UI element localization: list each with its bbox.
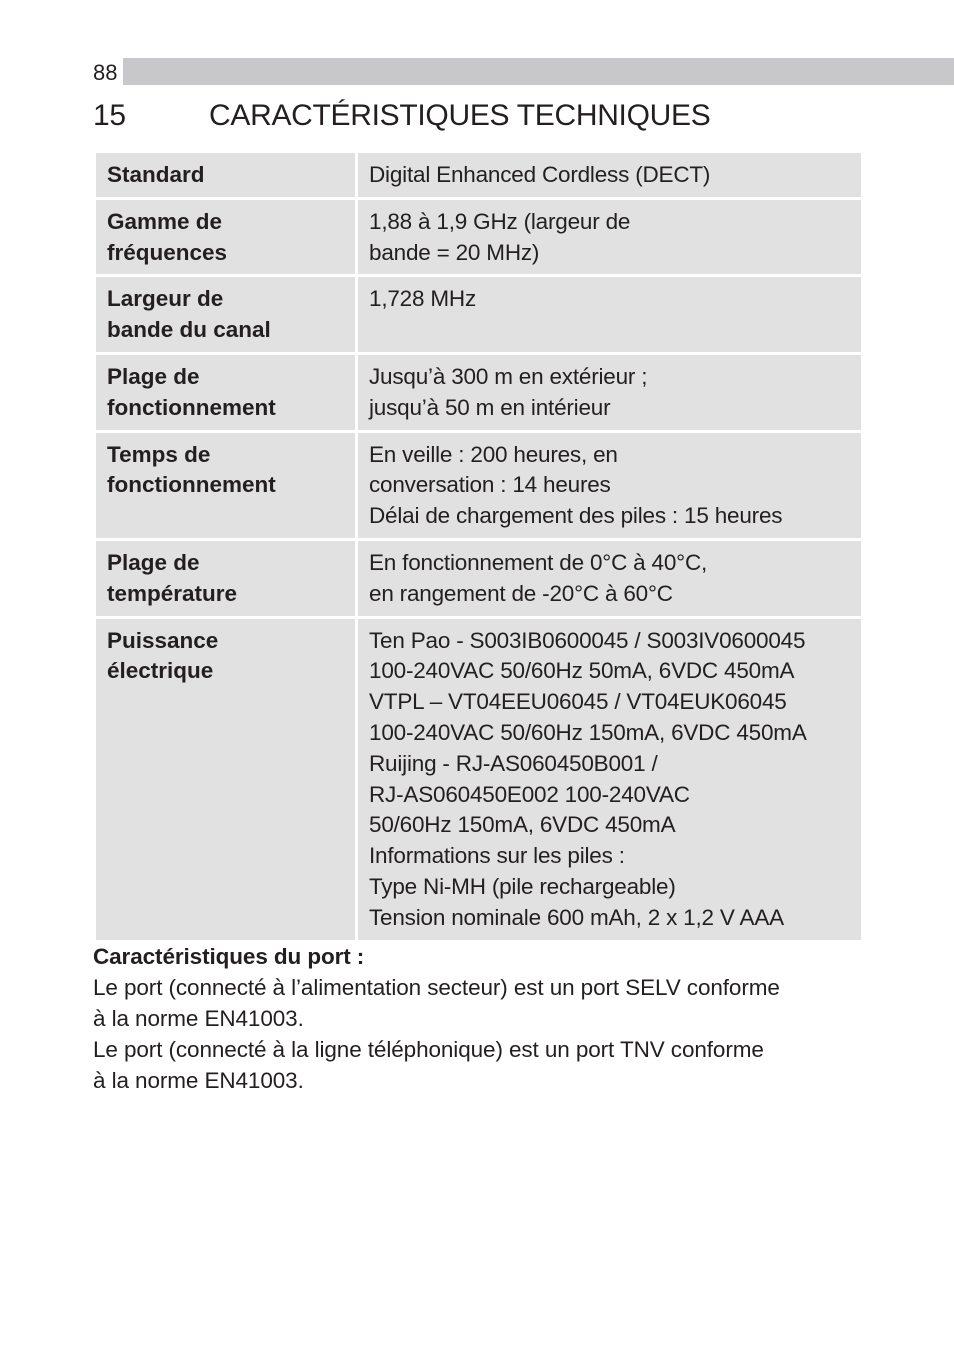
spec-value-line: Type Ni-MH (pile rechargeable) <box>369 873 676 899</box>
spec-value <box>358 541 861 616</box>
spec-label-line: fonctionnement <box>107 394 276 420</box>
port-characteristics <box>93 941 868 1096</box>
spec-value-line: RJ-AS060450E002 100-240VAC <box>369 781 690 807</box>
page-number: 88 <box>93 58 123 85</box>
spec-value-line: Ten Pao - S003IB0600045 / S003IV0600045 <box>369 627 806 653</box>
page-header-bar <box>93 58 954 85</box>
spec-label <box>96 619 355 940</box>
spec-row <box>96 541 861 616</box>
spec-value-line: 1,728 MHz <box>369 286 476 312</box>
port-text-line: à la norme EN41003. <box>93 1006 304 1031</box>
spec-value <box>358 153 861 197</box>
spec-value-line: Ruijing - RJ-AS060450B001 / <box>369 750 658 776</box>
spec-value-line: 50/60Hz 150mA, 6VDC 450mA <box>369 812 676 838</box>
spec-row <box>96 619 861 940</box>
spec-value-line: Tension nominale 600 mAh, 2 x 1,2 V AAA <box>369 904 784 930</box>
spec-row <box>96 355 861 430</box>
spec-value-line: En fonctionnement de 0°C à 40°C, <box>369 549 708 575</box>
port-text-line: Le port (connecté à l’alimentation secteur) est un port SELV conforme <box>93 975 780 1000</box>
spec-label <box>96 541 355 616</box>
spec-label-line: Plage de <box>107 549 200 575</box>
spec-label <box>96 200 355 275</box>
spec-label-line: Plage de <box>107 363 200 389</box>
spec-label-line: Temps de <box>107 441 211 467</box>
spec-value-line: VTPL – VT04EEU06045 / VT04EUK06045 <box>369 689 787 715</box>
chapter-number: 15 <box>93 99 126 132</box>
spec-value-line: Digital Enhanced Cordless (DECT) <box>369 162 711 187</box>
spec-label-line: bande du canal <box>107 317 271 343</box>
spec-label-line: température <box>107 580 238 606</box>
spec-value-line: jusqu’à 50 m en intérieur <box>369 394 611 420</box>
spec-row <box>96 200 861 275</box>
spec-value <box>358 355 861 430</box>
spec-label-line: fréquences <box>107 239 228 265</box>
spec-value-line: en rangement de -20°C à 60°C <box>369 580 673 606</box>
spec-value-line: bande = 20 MHz) <box>369 239 540 265</box>
specifications-table <box>93 150 864 943</box>
spec-label-line: Largeur de <box>107 286 224 312</box>
spec-label-line: électrique <box>107 658 214 684</box>
spec-value-line: Jusqu’à 300 m en extérieur ; <box>369 363 648 389</box>
spec-label <box>96 153 355 197</box>
spec-row <box>96 153 861 197</box>
port-text-line: à la norme EN41003. <box>93 1068 304 1093</box>
spec-label <box>96 277 355 352</box>
spec-label-line: fonctionnement <box>107 472 276 498</box>
spec-value-line: conversation : 14 heures <box>369 472 611 498</box>
spec-value-line: Délai de chargement des piles : 15 heures <box>369 503 783 529</box>
specifications-table-body <box>96 153 861 940</box>
spec-value-line: 100-240VAC 50/60Hz 150mA, 6VDC 450mA <box>369 719 807 745</box>
spec-row <box>96 277 861 352</box>
spec-value <box>358 619 861 940</box>
spec-value <box>358 277 861 352</box>
spec-value <box>358 200 861 275</box>
spec-row <box>96 433 861 538</box>
spec-value-line: 1,88 à 1,9 GHz (largeur de <box>369 208 631 234</box>
spec-value-line: En veille : 200 heures, en <box>369 441 618 467</box>
spec-value <box>358 433 861 538</box>
spec-label-line: Puissance <box>107 627 219 653</box>
spec-label <box>96 433 355 538</box>
spec-value-line: Informations sur les piles : <box>369 843 625 869</box>
port-characteristics-title: Caractéristiques du port : <box>93 944 365 969</box>
spec-label <box>96 355 355 430</box>
spec-label-line: Gamme de <box>107 208 223 234</box>
chapter-title: CARACTÉRISTIQUES TECHNIQUES <box>209 99 711 132</box>
port-text-line: Le port (connecté à la ligne téléphonique) est un port TNV conforme <box>93 1037 764 1062</box>
spec-value-line: 100-240VAC 50/60Hz 50mA, 6VDC 450mA <box>369 658 795 684</box>
chapter-heading <box>93 96 893 136</box>
spec-label-line: Standard <box>107 162 205 187</box>
